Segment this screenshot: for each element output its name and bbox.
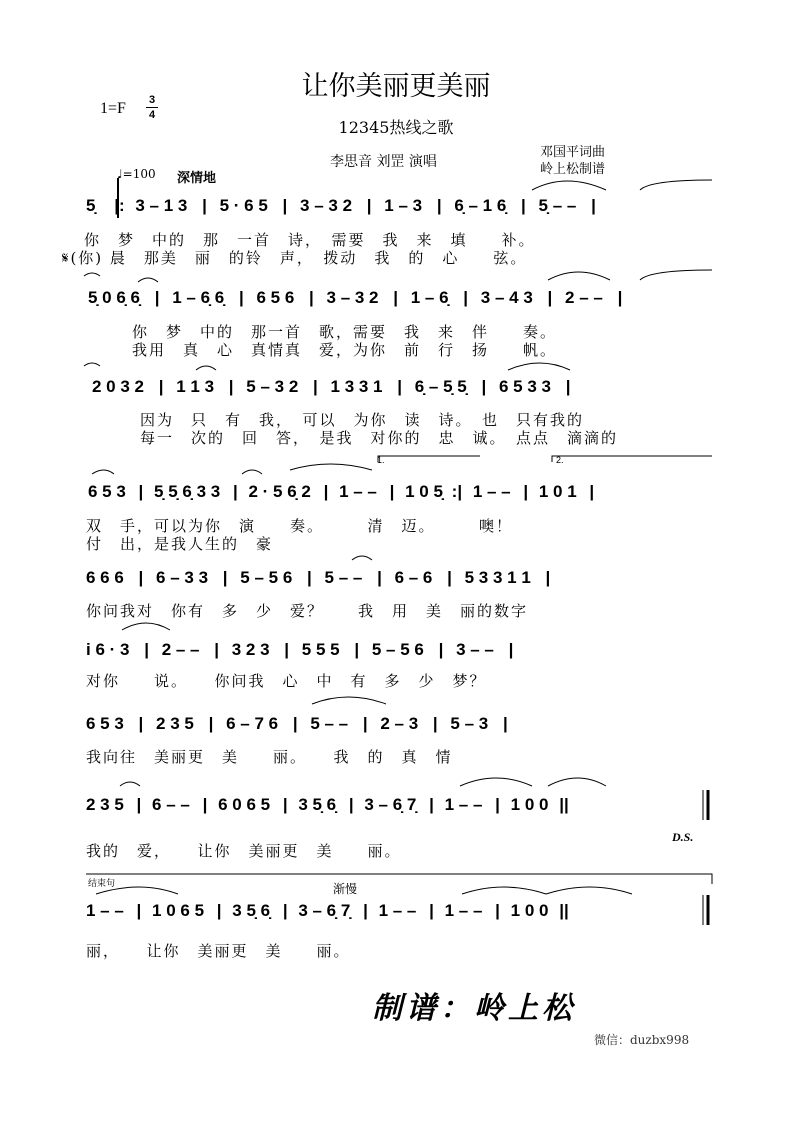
barline: | [208,714,214,733]
final-barline: || [559,795,569,814]
barline: | [447,568,452,587]
measure: 5 – 3 2 [246,377,299,396]
measure: 1 – – [444,901,483,920]
barline: | [429,795,434,814]
measure: 1 – 3 [384,196,423,215]
slur [120,782,140,786]
slur [548,778,606,786]
slur [460,778,532,786]
measure: 1 – 6̣ [410,288,449,307]
barline: | [216,901,222,920]
measure: 6 5 3 [88,482,126,501]
barline: | [502,714,508,733]
second-ending-label: 2. [556,455,564,465]
barline: | [481,377,487,396]
barline: | [222,568,228,587]
measure: 5 – 5 6 [240,568,293,587]
first-ending-label: 1. [377,455,385,465]
measure: 1 – – [86,901,124,920]
barline: | [362,714,368,733]
tie [640,270,712,280]
barline: | [323,482,329,501]
barline: | [354,640,360,659]
slur [312,697,386,704]
barline: | [154,288,160,307]
tie [84,363,100,366]
barline: | [138,482,144,501]
measure: 1 0 5̣ [405,482,443,501]
barline: | [228,377,234,396]
slur [508,363,570,370]
barline: | [309,288,314,307]
measure: 1 – – [339,482,377,501]
measure: 5 5 5 [301,640,340,659]
barline: | [436,196,442,215]
barline: | [438,640,444,659]
lyric-line: 付 出，是我人生的 豪 [86,535,274,553]
barline: | [348,795,354,814]
measure: 2 3 5 [156,714,194,733]
measure: 6 5 6 [256,288,295,307]
measure: 6 6 6 [86,568,124,587]
barline: | [432,714,438,733]
measure: 2 – – [565,288,603,307]
wechat-contact: 微信：duzbx998 [594,1033,690,1047]
coda-label: 结束句 [88,878,116,888]
lyric-line: 你 梦 中的 那 一首 诗， 需要 我 来 填 补。 [84,231,536,249]
measure: 3 5̣ 6̣ [298,795,337,814]
measure: 6 – 3 3 [156,568,209,587]
barline: | [292,714,298,733]
second-ending-bracket [552,456,712,462]
tie [640,180,712,190]
measure: 1 0 0 [510,901,549,920]
barline: | [202,795,208,814]
lyric-line: 双 手，可以为你 演 奏。 清 迈。 噢！ [86,517,514,535]
measure: 1 1 3 [176,377,215,396]
slur [352,556,372,560]
measure: 3 – 6̣ 7̣ [364,795,417,814]
measure: 6 0 6 5 [218,795,271,814]
measure: 5 – 5 6 [371,640,424,659]
tempo-mark: ♩=100 [117,167,156,181]
measure: 1 – – [444,795,483,814]
barline: | [307,568,312,587]
barline: | [363,901,368,920]
measure: 5 – – [310,714,349,733]
song-title: 让你美丽更美丽 [301,71,491,102]
meter-top: 3 [148,94,156,106]
measure: 3 – 1 3 [135,196,188,215]
lyric-line: 丽， 让你 美丽更 美 丽。 [86,942,351,960]
barline: | [138,714,144,733]
measure: 1 – – [378,901,417,920]
barline: | [202,196,207,215]
measure: 3 – – [456,640,494,659]
barline: | [617,288,623,307]
lyric-line: 𝄋(你) 晨 那美 丽 的铃 声， 拨动 我 的 心 弦。 [62,249,528,267]
barline: | [136,795,142,814]
slur [242,470,262,474]
barline: | [284,640,290,659]
tie [462,887,546,894]
arranger: 岭上松制谱 [540,162,606,177]
barline: | [377,568,382,587]
measure: 3 – 6̣ 7̣ [298,901,351,920]
measure: 1 – – [472,482,511,501]
repeat-end: :| [451,482,463,501]
tie [546,887,632,894]
measure: 2 3 5 [86,795,124,814]
first-ending-bracket [378,456,480,462]
measure: 5 – – [324,568,363,587]
lyric-line: 我的 爱， 让你 美丽更 美 丽。 [86,842,402,860]
measure: 5̣ – – [538,196,577,215]
measure: 2 · 5 6̣ 2 [248,482,311,501]
measure: 6 – 7 6 [226,714,279,733]
measure: 6 5 3 3 [498,377,551,396]
key-signature: 1=F [100,100,126,117]
lyric-line: 我向往 美丽更 美 丽。 我 的 真 情 [86,748,453,766]
measure: 2 – – [161,640,200,659]
measure: 5 – 3 [450,714,489,733]
dal-segno-mark: D.S. [672,830,694,844]
barline: | [282,901,288,920]
barline: | [158,377,164,396]
measure: 1 0 6 5 [152,901,205,920]
measure: 2 – 3 [380,714,419,733]
measure: 3 2 3 [231,640,270,659]
barline: | [591,196,596,215]
barline: | [495,795,500,814]
barline: | [389,482,395,501]
barline: | [238,288,244,307]
lyric-line: 每一 次的 回 答， 是我 对你的 忠 诚。 点点 滴滴的 [140,429,619,447]
measure: 5 · 6 5 [219,196,268,215]
performers: 李思音 刘罡 演唱 [330,154,437,170]
slur [290,464,372,470]
measure: 1 3 3 1 [330,377,383,396]
slur [92,470,114,474]
measure: 6̣ – 1 6̣ [454,196,507,215]
measure: 3 – 4 3 [480,288,533,307]
barline: | [144,640,149,659]
barline: | [313,377,318,396]
measure: 3 – 3 2 [300,196,353,215]
barline: | [545,568,551,587]
barline: | [366,196,372,215]
song-subtitle: 12345热线之歌 [338,118,454,137]
final-barline: || [559,901,569,920]
measure: 1 – 6̣ 6̣ [172,288,225,307]
measure: 2 0 3 2 [92,377,144,396]
measure: 3 5̣ 6̣ [232,901,271,920]
barline: | [136,901,142,920]
coda-bracket [86,874,712,884]
barline: | [397,377,403,396]
measure: 1 0 0 [510,795,549,814]
expression-mark: 深情地 [177,171,217,186]
lyric-line: 你 梦 中的 那一首 歌，需要 我 来 伴 奏。 [132,323,558,341]
measure: 3 – 3 2 [326,288,379,307]
barline: | [523,482,529,501]
meter-bottom: 4 [148,109,156,121]
barline: | [589,482,595,501]
tie [96,887,178,894]
tie [84,273,100,276]
barline: | [393,288,399,307]
barline: | [232,482,238,501]
ritardando-mark: 渐慢 [333,882,358,896]
barline: | [429,901,434,920]
lyric-line: 你问我对 你有 多 少 爱？ 我 用 美 丽的数字 [86,602,529,620]
barline: | [521,196,526,215]
measure: 5̣ 5̣ 6̣ 3 3 [154,482,221,501]
measure: 5̣ 0 6̣ 6̣ [88,288,140,307]
barline: | [282,196,288,215]
slur [548,272,610,280]
lyric-line: 我用 真 心 真情真 爱，为你 前 行 扬 帆。 [132,341,558,359]
slur [532,181,606,190]
lyric-line: 对你 说。 你问我 心 中 有 多 少 梦？ [86,672,487,690]
barline: | [565,377,571,396]
repeat-start: |: [114,196,125,215]
barline: | [463,288,469,307]
barline: | [214,640,220,659]
note: 5̣ [86,196,96,215]
measure: 1 0 1 [538,482,577,501]
barline: | [138,568,144,587]
barline: | [508,640,514,659]
barline: | [282,795,288,814]
slur [196,366,216,370]
measure: 5 3 3 1 1 [464,568,531,587]
barline: | [547,288,553,307]
measure: 6 – 6 [394,568,433,587]
lyric-line: 因为 只 有 我， 可以 为你 读 诗。 也 只有我的 [140,411,585,429]
measure: i 6 · 3 [86,640,130,659]
measure: 6 5 3 [86,714,124,733]
measure: 6 – – [152,795,190,814]
slur [122,623,170,630]
arranger-signature: 制谱：岭上松 [372,991,576,1026]
slur [138,278,158,282]
composer: 邓国平词曲 [540,145,606,160]
barline: | [495,901,500,920]
measure: 6̣ – 5̣ 5̣ [414,377,467,396]
